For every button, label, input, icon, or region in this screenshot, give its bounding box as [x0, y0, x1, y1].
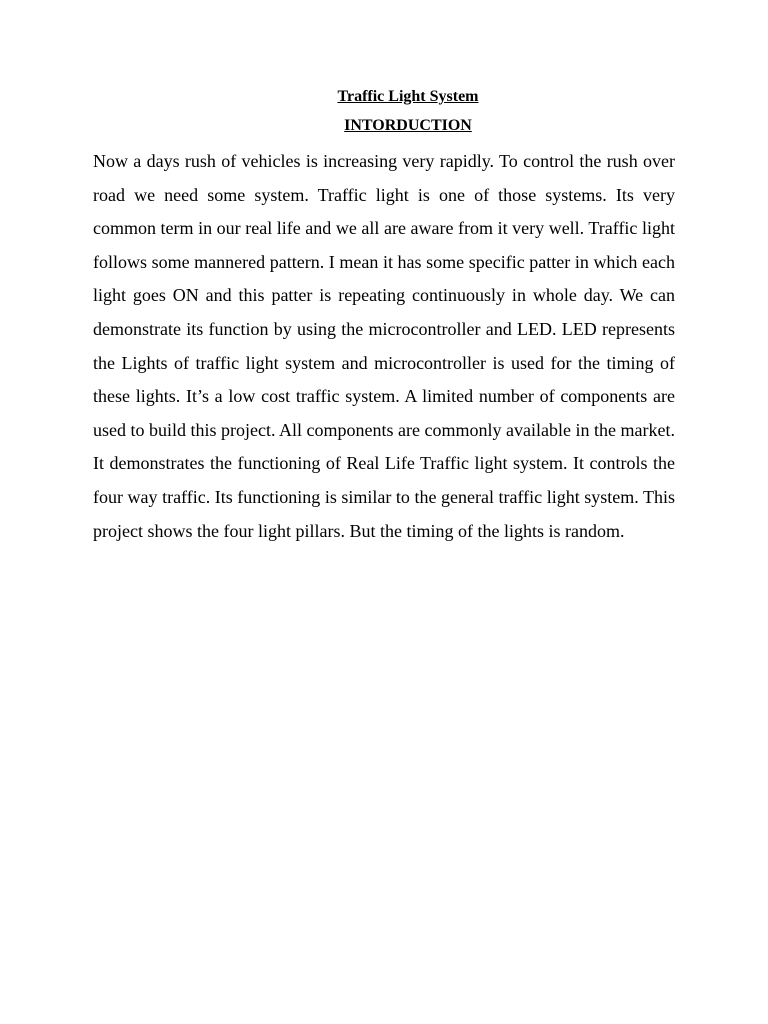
document-title-text: Traffic Light System — [337, 88, 479, 105]
body-paragraph: Now a days rush of vehicles is increasing very rapidly. To control the rush over road we need some system. Traffic light is one of those systems. Its very common term in our real life and we all are aware from it very well. Traffic light follows some mannered pattern. I mean it has some specific patter in which each light goes ON and this patter is repeating continuously in whole day. We can demonstrate its function by using the microcontroller and LED. LED represents the Lights of traffic light system and microcontroller is used for the timing of these lights. It’s a low cost traffic system. A limited number of components are used to build this project. All components are commonly available in the market. It demonstrates the functioning of Real Life Traffic light system. It controls the four way traffic. Its functioning is similar to the general traffic light system. This project shows the four light pillars. But the timing of the lights is random. — [93, 151, 675, 541]
document-title — [0, 87, 768, 107]
section-heading — [0, 116, 768, 136]
section-heading-text: INTORDUCTION — [344, 117, 472, 134]
